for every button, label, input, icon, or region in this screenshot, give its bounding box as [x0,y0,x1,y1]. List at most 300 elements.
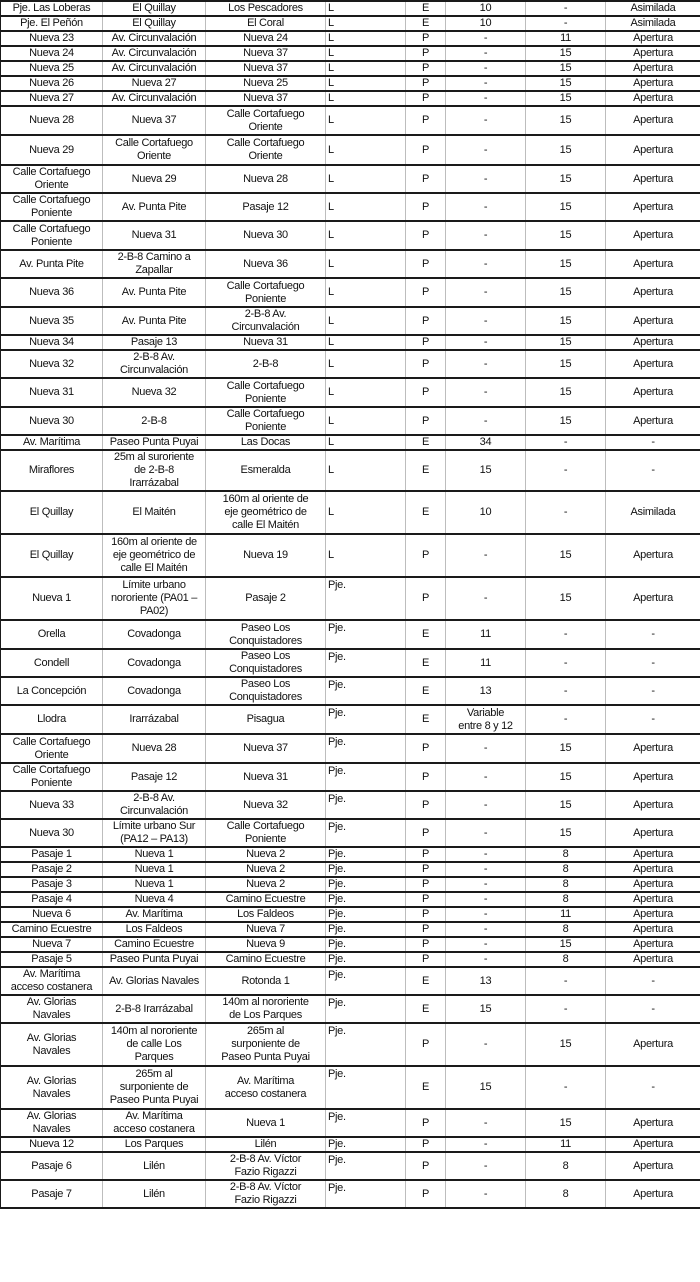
status-cell: P [406,221,446,250]
type-cell: Apertura [606,1109,700,1137]
from-cell: Av. Marítima [103,907,206,922]
to-cell: Nueva 9 [206,937,326,952]
to-cell: Nueva 19 [206,534,326,577]
status-cell: E [406,435,446,450]
type-cell: Apertura [606,1180,700,1208]
category-cell: Pje. [326,1023,406,1066]
category-cell: Pje. [326,952,406,967]
from-cell: 25m al suroriente de 2-B-8 Irarrázabal [103,450,206,491]
table-row [1,31,700,46]
type-cell: - [606,620,700,649]
existing-width-cell: 13 [446,677,526,705]
street-name-cell: Nueva 7 [1,937,103,952]
status-cell: E [406,450,446,491]
from-cell: Pasaje 13 [103,335,206,350]
table-row [1,952,700,967]
from-cell: 2-B-8 Irarrázabal [103,995,206,1023]
status-cell: E [406,967,446,995]
existing-width-cell: - [446,847,526,862]
type-cell: Apertura [606,76,700,91]
category-cell: L [326,450,406,491]
existing-width-cell: 11 [446,620,526,649]
table-row [1,221,700,250]
table-row [1,76,700,91]
category-cell: Pje. [326,862,406,877]
street-name-cell: Av. Glorias Navales [1,1109,103,1137]
to-cell: Rotonda 1 [206,967,326,995]
table-row [1,734,700,763]
status-cell: P [406,847,446,862]
table-row [1,1137,700,1152]
status-cell: P [406,862,446,877]
street-name-cell: El Quillay [1,491,103,534]
projected-width-cell: - [526,677,606,705]
projected-width-cell: 15 [526,734,606,763]
type-cell: - [606,995,700,1023]
status-cell: E [406,649,446,677]
from-cell: Av. Punta Pite [103,193,206,221]
from-cell: 265m al surponiente de Paseo Punta Puyai [103,1066,206,1109]
status-cell: P [406,135,446,165]
to-cell: Nueva 25 [206,76,326,91]
to-cell: Calle Cortafuego Poniente [206,278,326,307]
status-cell: P [406,763,446,791]
projected-width-cell: - [526,491,606,534]
existing-width-cell: - [446,91,526,106]
table-row [1,892,700,907]
from-cell: Covadonga [103,649,206,677]
type-cell: Asimilada [606,1,700,16]
street-name-cell: Orella [1,620,103,649]
category-cell: Pje. [326,907,406,922]
table-row [1,763,700,791]
type-cell: Apertura [606,135,700,165]
existing-width-cell: 15 [446,995,526,1023]
projected-width-cell: 15 [526,221,606,250]
type-cell: Apertura [606,106,700,135]
street-name-cell: Nueva 33 [1,791,103,819]
type-cell: Apertura [606,278,700,307]
existing-width-cell: - [446,892,526,907]
existing-width-cell: - [446,1152,526,1180]
projected-width-cell: 15 [526,1109,606,1137]
from-cell: Av. Punta Pite [103,278,206,307]
existing-width-cell: - [446,763,526,791]
projected-width-cell: 15 [526,534,606,577]
existing-width-cell: - [446,937,526,952]
from-cell: Irarrázabal [103,705,206,734]
table-row [1,862,700,877]
type-cell: Apertura [606,250,700,278]
table-row [1,791,700,819]
to-cell: Paseo Los Conquistadores [206,620,326,649]
existing-width-cell: - [446,734,526,763]
street-name-cell: Miraflores [1,450,103,491]
existing-width-cell: - [446,534,526,577]
projected-width-cell: 8 [526,1180,606,1208]
table-row [1,922,700,937]
existing-width-cell: - [446,862,526,877]
to-cell: Nueva 32 [206,791,326,819]
to-cell: Nueva 31 [206,335,326,350]
projected-width-cell: 15 [526,937,606,952]
street-name-cell: Nueva 6 [1,907,103,922]
from-cell: Lilén [103,1180,206,1208]
status-cell: P [406,892,446,907]
type-cell: Apertura [606,407,700,435]
table-row [1,335,700,350]
type-cell: - [606,435,700,450]
status-cell: P [406,91,446,106]
projected-width-cell: - [526,995,606,1023]
type-cell: Apertura [606,907,700,922]
existing-width-cell: - [446,165,526,193]
existing-width-cell: 34 [446,435,526,450]
projected-width-cell: 15 [526,106,606,135]
table-row [1,907,700,922]
to-cell: Pasaje 12 [206,193,326,221]
table-row [1,378,700,407]
projected-width-cell: 15 [526,1023,606,1066]
table-row [1,1152,700,1180]
existing-width-cell: - [446,61,526,76]
table-row [1,61,700,76]
existing-width-cell: Variable entre 8 y 12 [446,705,526,734]
category-cell: L [326,135,406,165]
projected-width-cell: 8 [526,1152,606,1180]
to-cell: 2-B-8 Av. Circunvalación [206,307,326,335]
from-cell: Covadonga [103,677,206,705]
existing-width-cell: - [446,1137,526,1152]
from-cell: Av. Circunvalación [103,91,206,106]
to-cell: Nueva 1 [206,1109,326,1137]
category-cell: Pje. [326,734,406,763]
projected-width-cell: - [526,450,606,491]
projected-width-cell: 15 [526,165,606,193]
status-cell: P [406,577,446,620]
to-cell: Pisagua [206,705,326,734]
to-cell: Nueva 7 [206,922,326,937]
to-cell: Nueva 31 [206,763,326,791]
from-cell: Nueva 1 [103,847,206,862]
existing-width-cell: 11 [446,649,526,677]
street-name-cell: Nueva 26 [1,76,103,91]
category-cell: Pje. [326,620,406,649]
existing-width-cell: 13 [446,967,526,995]
street-name-cell: Av. Glorias Navales [1,1023,103,1066]
category-cell: Pje. [326,1180,406,1208]
table-row [1,649,700,677]
street-name-cell: El Quillay [1,534,103,577]
from-cell: 140m al nororiente de calle Los Parques [103,1023,206,1066]
existing-width-cell: - [446,922,526,937]
from-cell: Av. Punta Pite [103,307,206,335]
category-cell: Pje. [326,763,406,791]
type-cell: Apertura [606,91,700,106]
to-cell: Calle Cortafuego Oriente [206,106,326,135]
to-cell: Nueva 37 [206,91,326,106]
from-cell: Nueva 4 [103,892,206,907]
to-cell: Nueva 37 [206,61,326,76]
to-cell: Esmeralda [206,450,326,491]
street-name-cell: Nueva 35 [1,307,103,335]
existing-width-cell: - [446,1023,526,1066]
projected-width-cell: - [526,967,606,995]
type-cell: - [606,649,700,677]
projected-width-cell: 15 [526,819,606,847]
street-name-cell: Pasaje 5 [1,952,103,967]
projected-width-cell: 15 [526,135,606,165]
type-cell: Apertura [606,819,700,847]
existing-width-cell: - [446,907,526,922]
category-cell: L [326,435,406,450]
projected-width-cell: 15 [526,577,606,620]
to-cell: Calle Cortafuego Poniente [206,378,326,407]
projected-width-cell: - [526,705,606,734]
projected-width-cell: 15 [526,193,606,221]
status-cell: P [406,819,446,847]
street-name-cell: Pasaje 6 [1,1152,103,1180]
status-cell: P [406,46,446,61]
from-cell: Calle Cortafuego Oriente [103,135,206,165]
table-row [1,1,700,16]
to-cell: Camino Ecuestre [206,952,326,967]
projected-width-cell: 11 [526,31,606,46]
to-cell: Nueva 36 [206,250,326,278]
street-name-cell: Av. Punta Pite [1,250,103,278]
from-cell: Av. Circunvalación [103,61,206,76]
street-name-cell: Pje. El Peñón [1,16,103,31]
existing-width-cell: - [446,250,526,278]
category-cell: L [326,491,406,534]
street-name-cell: Nueva 32 [1,350,103,378]
from-cell: 2-B-8 Camino a Zapallar [103,250,206,278]
projected-width-cell: - [526,435,606,450]
from-cell: 2-B-8 [103,407,206,435]
projected-width-cell: 8 [526,877,606,892]
status-cell: P [406,76,446,91]
type-cell: Apertura [606,1137,700,1152]
type-cell: Apertura [606,61,700,76]
projected-width-cell: 8 [526,847,606,862]
to-cell: Nueva 28 [206,165,326,193]
category-cell: Pje. [326,1066,406,1109]
projected-width-cell: - [526,1066,606,1109]
type-cell: Apertura [606,862,700,877]
type-cell: Apertura [606,46,700,61]
category-cell: Pje. [326,649,406,677]
status-cell: E [406,16,446,31]
category-cell: L [326,46,406,61]
existing-width-cell: - [446,952,526,967]
existing-width-cell: - [446,577,526,620]
to-cell: Calle Cortafuego Poniente [206,407,326,435]
status-cell: E [406,1066,446,1109]
status-cell: P [406,791,446,819]
category-cell: Pje. [326,922,406,937]
from-cell: 2-B-8 Av. Circunvalación [103,791,206,819]
category-cell: L [326,307,406,335]
street-name-cell: Calle Cortafuego Oriente [1,165,103,193]
table-row [1,491,700,534]
to-cell: Calle Cortafuego Oriente [206,135,326,165]
existing-width-cell: - [446,106,526,135]
from-cell: Lilén [103,1152,206,1180]
type-cell: Apertura [606,1152,700,1180]
projected-width-cell: - [526,620,606,649]
table-row [1,350,700,378]
table-row [1,450,700,491]
existing-width-cell: - [446,135,526,165]
street-name-cell: Nueva 23 [1,31,103,46]
status-cell: P [406,106,446,135]
category-cell: Pje. [326,1109,406,1137]
street-name-cell: Nueva 12 [1,1137,103,1152]
street-name-cell: Av. Marítima [1,435,103,450]
category-cell: L [326,278,406,307]
projected-width-cell: 15 [526,763,606,791]
status-cell: P [406,335,446,350]
to-cell: Paseo Los Conquistadores [206,677,326,705]
status-cell: P [406,1109,446,1137]
table-row [1,278,700,307]
street-name-cell: Nueva 1 [1,577,103,620]
category-cell: Pje. [326,877,406,892]
table-row [1,620,700,649]
table-row [1,16,700,31]
street-name-cell: Pasaje 2 [1,862,103,877]
status-cell: E [406,1,446,16]
projected-width-cell: 11 [526,907,606,922]
existing-width-cell: 10 [446,1,526,16]
type-cell: Apertura [606,763,700,791]
street-name-cell: La Concepción [1,677,103,705]
existing-width-cell: - [446,307,526,335]
category-cell: Pje. [326,705,406,734]
street-name-cell: Av. Marítima acceso costanera [1,967,103,995]
category-cell: Pje. [326,995,406,1023]
from-cell: 160m al oriente de eje geométrico de calle El Maitén [103,534,206,577]
to-cell: Calle Cortafuego Poniente [206,819,326,847]
category-cell: L [326,61,406,76]
street-name-cell: Calle Cortafuego Poniente [1,763,103,791]
type-cell: - [606,967,700,995]
category-cell: L [326,1,406,16]
to-cell: Paseo Los Conquistadores [206,649,326,677]
existing-width-cell: - [446,335,526,350]
status-cell: P [406,193,446,221]
status-cell: E [406,677,446,705]
projected-width-cell: 15 [526,76,606,91]
existing-width-cell: - [446,407,526,435]
status-cell: P [406,907,446,922]
to-cell: Nueva 30 [206,221,326,250]
table-row [1,847,700,862]
category-cell: Pje. [326,1137,406,1152]
table-row [1,534,700,577]
type-cell: Apertura [606,734,700,763]
category-cell: L [326,16,406,31]
projected-width-cell: 15 [526,46,606,61]
projected-width-cell: 15 [526,278,606,307]
to-cell: Lilén [206,1137,326,1152]
table-row [1,1066,700,1109]
projected-width-cell: 15 [526,407,606,435]
from-cell: Av. Glorias Navales [103,967,206,995]
projected-width-cell: 15 [526,791,606,819]
status-cell: E [406,620,446,649]
table-row [1,91,700,106]
to-cell: 265m al surponiente de Paseo Punta Puyai [206,1023,326,1066]
to-cell: Camino Ecuestre [206,892,326,907]
from-cell: Camino Ecuestre [103,937,206,952]
from-cell: El Quillay [103,1,206,16]
type-cell: Apertura [606,922,700,937]
projected-width-cell: 15 [526,307,606,335]
table-row [1,819,700,847]
table-row [1,1180,700,1208]
to-cell: 2-B-8 [206,350,326,378]
type-cell: Apertura [606,952,700,967]
table-row [1,407,700,435]
status-cell: P [406,1152,446,1180]
table-row [1,250,700,278]
category-cell: L [326,193,406,221]
existing-width-cell: - [446,1180,526,1208]
to-cell: Nueva 37 [206,46,326,61]
type-cell: Apertura [606,31,700,46]
category-cell: Pje. [326,847,406,862]
category-cell: L [326,31,406,46]
type-cell: Apertura [606,193,700,221]
type-cell: Apertura [606,791,700,819]
table-row [1,967,700,995]
category-cell: L [326,165,406,193]
from-cell: Límite urbano nororiente (PA01 – PA02) [103,577,206,620]
to-cell: 140m al nororiente de Los Parques [206,995,326,1023]
projected-width-cell: 11 [526,1137,606,1152]
from-cell: Pasaje 12 [103,763,206,791]
to-cell: 2-B-8 Av. Víctor Fazio Rigazzi [206,1152,326,1180]
type-cell: Apertura [606,165,700,193]
existing-width-cell: - [446,791,526,819]
street-name-cell: Nueva 34 [1,335,103,350]
projected-width-cell: - [526,16,606,31]
type-cell: Apertura [606,937,700,952]
type-cell: Apertura [606,892,700,907]
from-cell: Nueva 32 [103,378,206,407]
status-cell: P [406,378,446,407]
category-cell: Pje. [326,1152,406,1180]
street-name-cell: Nueva 30 [1,819,103,847]
type-cell: Apertura [606,335,700,350]
category-cell: L [326,91,406,106]
to-cell: El Coral [206,16,326,31]
category-cell: L [326,221,406,250]
table-row [1,106,700,135]
from-cell: Nueva 31 [103,221,206,250]
table-row [1,937,700,952]
category-cell: Pje. [326,577,406,620]
type-cell: Asimilada [606,491,700,534]
category-cell: L [326,350,406,378]
to-cell: Av. Marítima acceso costanera [206,1066,326,1109]
projected-width-cell: 8 [526,892,606,907]
from-cell: Nueva 28 [103,734,206,763]
type-cell: Apertura [606,1023,700,1066]
status-cell: P [406,922,446,937]
from-cell: Paseo Punta Puyai [103,952,206,967]
